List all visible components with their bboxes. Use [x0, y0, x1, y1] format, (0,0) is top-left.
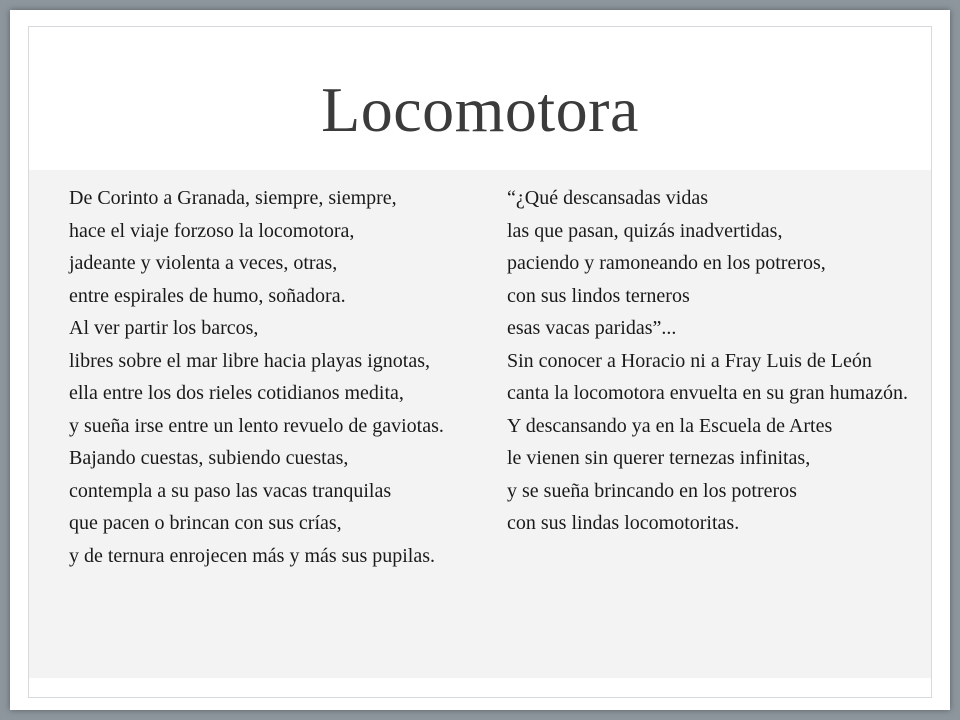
poem-line: contempla a su paso las vacas tranquilas	[69, 479, 392, 502]
poem-line: jadeante y violenta a veces, otras,	[69, 252, 338, 274]
poem-line: hace el viaje forzoso la locomotora,	[69, 219, 355, 242]
poem-line: libres sobre el mar libre hacia playas ignotas,	[69, 349, 430, 372]
poem-line: De Corinto a Granada, siempre, siempre,	[69, 187, 397, 209]
poem-line: entre espirales de humo, soñadora.	[69, 284, 346, 307]
poem-line: que pacen o brincan con sus crías,	[69, 512, 342, 534]
poem-line: con sus lindos terneros	[507, 284, 690, 307]
poem-line: esas vacas paridas”...	[507, 317, 677, 339]
slide	[10, 10, 950, 710]
poem-line: Y descansando ya en la Escuela de Artes	[507, 414, 833, 437]
poem-line: canta la locomotora envuelta en su gran humazón.	[507, 382, 908, 404]
poem-line: “¿Qué descansadas vidas	[507, 187, 709, 209]
poem-line: con sus lindas locomotoritas.	[507, 512, 740, 534]
poem-line: paciendo y ramoneando en los potreros,	[507, 252, 826, 274]
poem-line: y se sueña brincando en los potreros	[507, 479, 797, 502]
poem-line: le vienen sin querer ternezas infinitas,	[507, 447, 811, 469]
inner-border	[28, 26, 932, 698]
poem-line: y sueña irse entre un lento revuelo de gaviotas.	[69, 414, 444, 437]
slide-title: Locomotora	[321, 74, 639, 145]
poem-line: Bajando cuestas, subiendo cuestas,	[69, 447, 349, 469]
poem-line: Al ver partir los barcos,	[69, 317, 259, 339]
poem-line: ella entre los dos rieles cotidianos medita,	[69, 382, 404, 404]
poem-line: y de ternura enrojecen más y más sus pupilas.	[69, 544, 436, 567]
poem-line: las que pasan, quizás inadvertidas,	[507, 219, 783, 242]
poem-line: Sin conocer a Horacio ni a Fray Luis de León	[507, 349, 872, 372]
